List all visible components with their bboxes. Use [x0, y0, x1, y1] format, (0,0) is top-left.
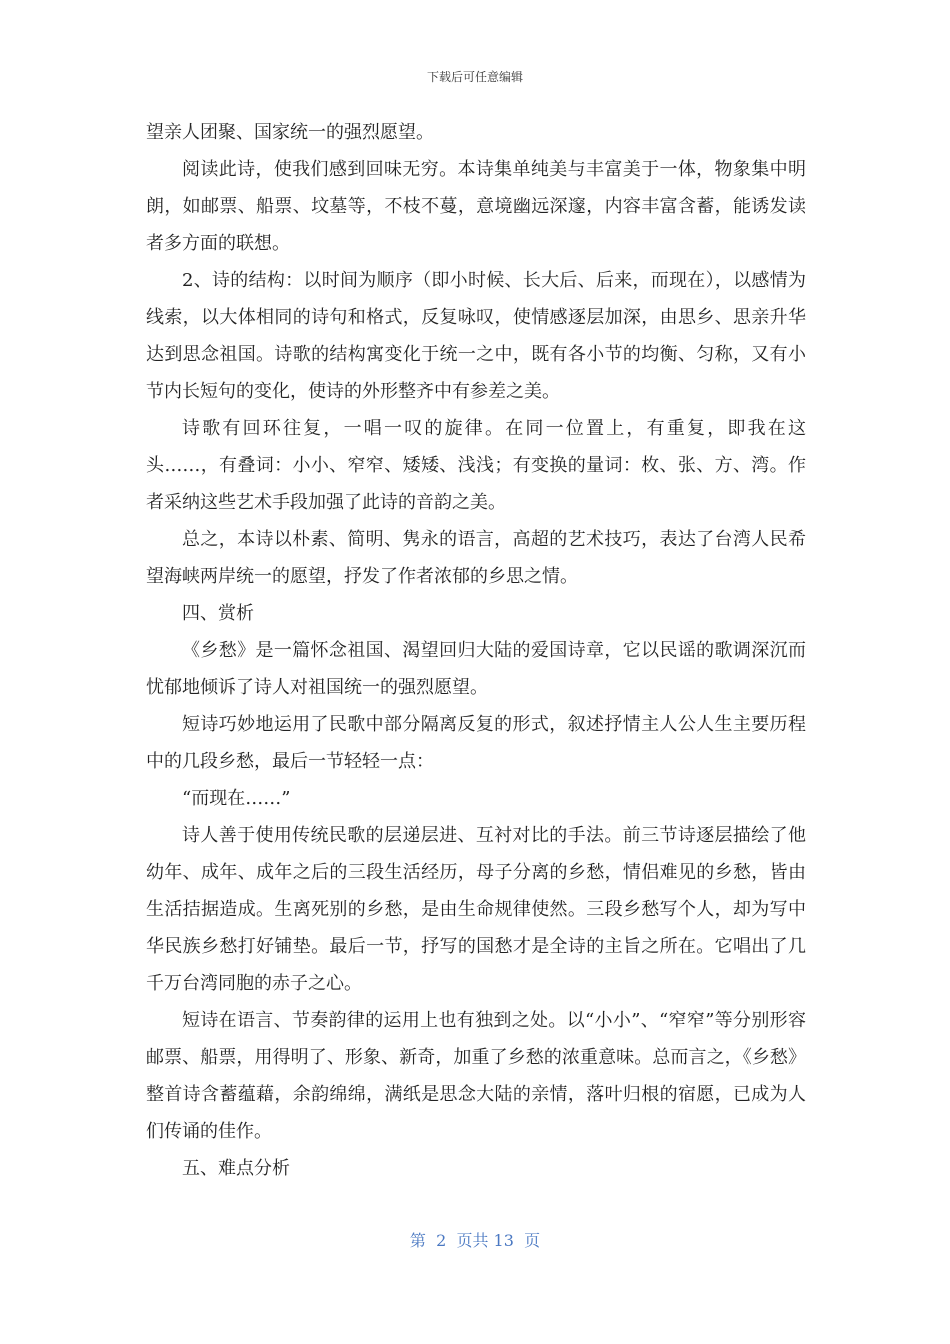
paragraph: 2、诗的结构：以时间为顺序（即小时候、长大后、后来，而现在），以感情为线索，以大体相同的诗句和格式，反复咏叹，使情感逐层加深，由思乡、思亲升华达到思念祖国。诗歌的结构寓变化于统一之中，既有各小节的均衡、匀称，又有小节内长短句的变化，使诗的外形整齐中有参差之美。 [146, 270, 806, 402]
document-body [146, 114, 806, 1187]
paragraph: 《乡愁》是一篇怀念祖国、渴望回归大陆的爱国诗章，它以民谣的歌调深沉而忧郁地倾诉了诗人对祖国统一的强烈愿望。 [146, 640, 806, 698]
paragraph: 诗人善于使用传统民歌的层递层进、互衬对比的手法。前三节诗逐层描绘了他幼年、成年、成年之后的三段生活经历，母子分离的乡愁，情侣难见的乡愁，皆由生活拮据造成。生离死别的乡愁，是由生命规律使然。三段乡愁写个人，却为写中华民族乡愁打好铺垫。最后一节，抒写的国愁才是全诗的主旨之所在。它唱出了几千万台湾同胞的赤子之心。 [146, 825, 806, 994]
page-header: 下载后可任意编辑 [426, 70, 523, 84]
paragraph: 诗歌有回环往复，一唱一叹的旋律。在同一位置上，有重复，即我在这头……，有叠词：小小、窄窄、矮矮、浅浅；有变换的量词：枚、张、方、湾。作者采纳这些艺术手段加强了此诗的音韵之美。 [146, 418, 806, 513]
paragraph: 望亲人团聚、国家统一的强烈愿望。 [146, 122, 434, 143]
page-footer: 第 2 页共 13 页 [409, 1231, 541, 1250]
paragraph: 短诗巧妙地运用了民歌中部分隔离反复的形式，叙述抒情主人公人生主要历程中的几段乡愁，最后一节轻轻一点： [146, 714, 806, 772]
section-heading-difficulty: 五、难点分析 [182, 1158, 290, 1179]
paragraph: 短诗在语言、节奏韵律的运用上也有独到之处。以“小小”、“窄窄”等分别形容邮票、船票，用得明了、形象、新奇，加重了乡愁的浓重意味。总而言之，《乡愁》整首诗含蓄蕴藉，余韵绵绵，满纸是思念大陆的亲情，落叶归根的宿愿，已成为人们传诵的佳作。 [146, 1010, 806, 1142]
paragraph: 阅读此诗，使我们感到回味无穷。本诗集单纯美与丰富美于一体，物象集中明朗，如邮票、船票、坟墓等，不枝不蔓，意境幽远深邃，内容丰富含蓄，能诱发读者多方面的联想。 [146, 159, 806, 254]
quote-line: “而现在……” [182, 788, 291, 809]
paragraph: 总之，本诗以朴素、简明、隽永的语言，高超的艺术技巧，表达了台湾人民希望海峡两岸统一的愿望，抒发了作者浓郁的乡思之情。 [146, 529, 806, 587]
section-heading-appreciation: 四、赏析 [182, 603, 254, 624]
